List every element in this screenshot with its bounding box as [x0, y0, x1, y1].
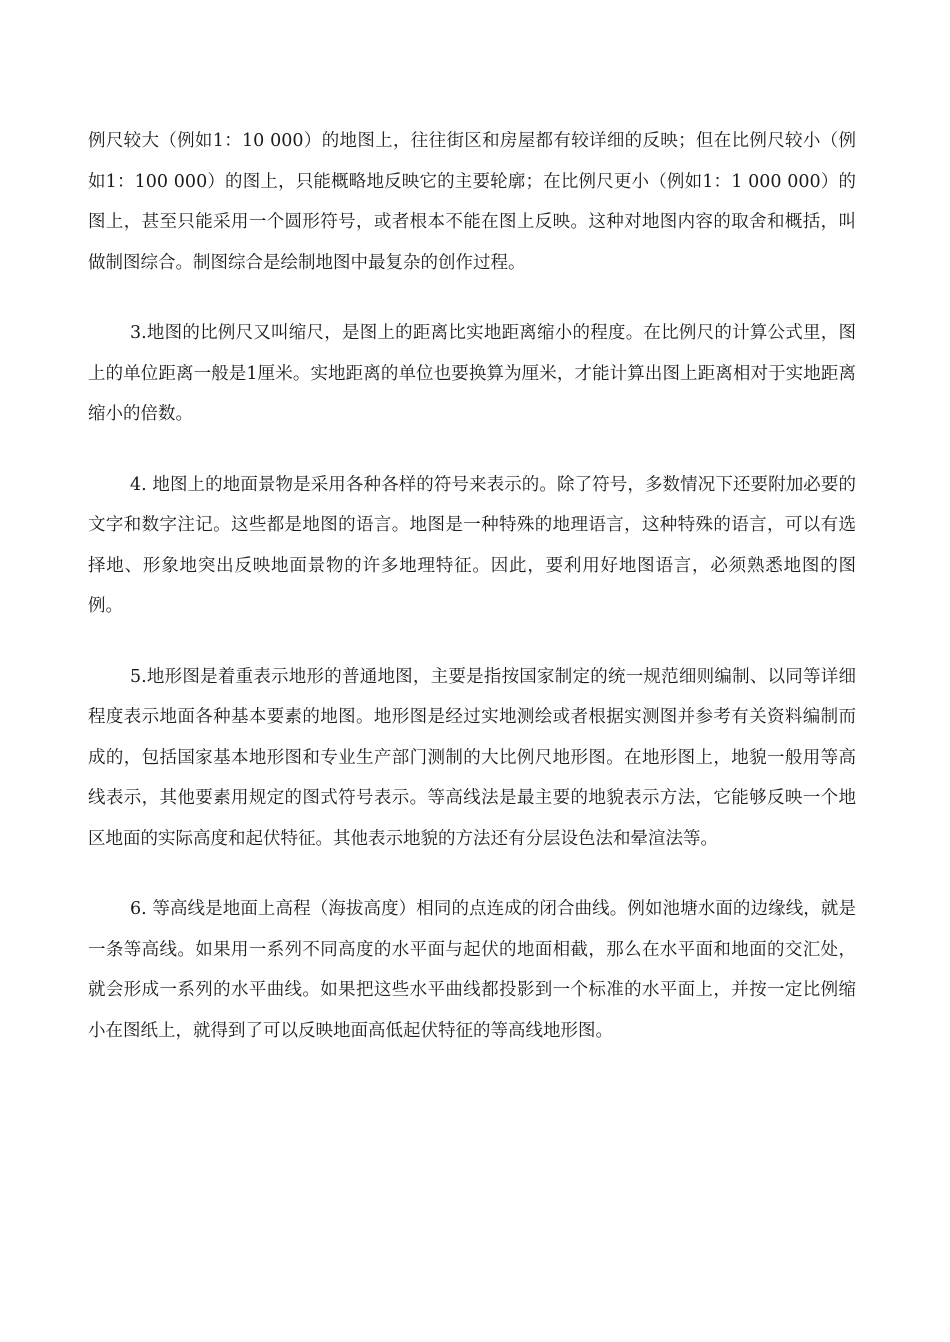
document-body — [88, 121, 856, 1051]
paragraph-3-scale-definition: 3.地图的比例尺又叫缩尺，是图上的距离比实地距离缩小的程度。在比例尺的计算公式里，图上的单位距离一般是1厘米。实地距离的单位也要换算为厘米，才能计算出图上距离相对于实地距离缩小的倍数。 — [88, 323, 856, 424]
paragraph-4-map-language: 4. 地图上的地面景物是采用各种各样的符号来表示的。除了符号，多数情况下还要附加必要的文字和数字注记。这些都是地图的语言。地图是一种特殊的地理语言，这种特殊的语言，可以有选择地、形象地突出反映地面景物的许多地理特征。因此，要利用好地图语言，必须熟悉地图的图例。 — [88, 474, 856, 616]
paragraph-scale-continuation: 例尺较大（例如1：10 000）的地图上，往往街区和房屋都有较详细的反映；但在比例尺较小（例如1：100 000）的图上，只能概略地反映它的主要轮廓；在比例尺更小（例如1：1 000 000）的图上，甚至只能采用一个圆形符号，或者根本不能在图上反映。这种对地图内容的取舍和概括，叫做制图综合。制图综合是绘制地图中最复杂的创作过程。 — [88, 131, 856, 273]
paragraph-5-topographic-map: 5.地形图是着重表示地形的普通地图，主要是指按国家制定的统一规范细则编制、以同等详细程度表示地面各种基本要素的地图。地形图是经过实地测绘或者根据实测图并参考有关资料编制而成的，包括国家基本地形图和专业生产部门测制的大比例尺地形图。在地形图上，地貌一般用等高线表示，其他要素用规定的图式符号表示。等高线法是最主要的地貌表示方法，它能够反映一个地区地面的实际高度和起伏特征。其他表示地貌的方法还有分层设色法和晕渲法等。 — [88, 666, 856, 849]
paragraph-6-contour-lines: 6. 等高线是地面上高程（海拔高度）相同的点连成的闭合曲线。例如池塘水面的边缘线，就是一条等高线。如果用一系列不同高度的水平面与起伏的地面相截，那么在水平面和地面的交汇处，就会形成一系列的水平曲线。如果把这些水平曲线都投影到一个标准的水平面上，并按一定比例缩小在图纸上，就得到了可以反映地面高低起伏特征的等高线地形图。 — [88, 899, 856, 1041]
